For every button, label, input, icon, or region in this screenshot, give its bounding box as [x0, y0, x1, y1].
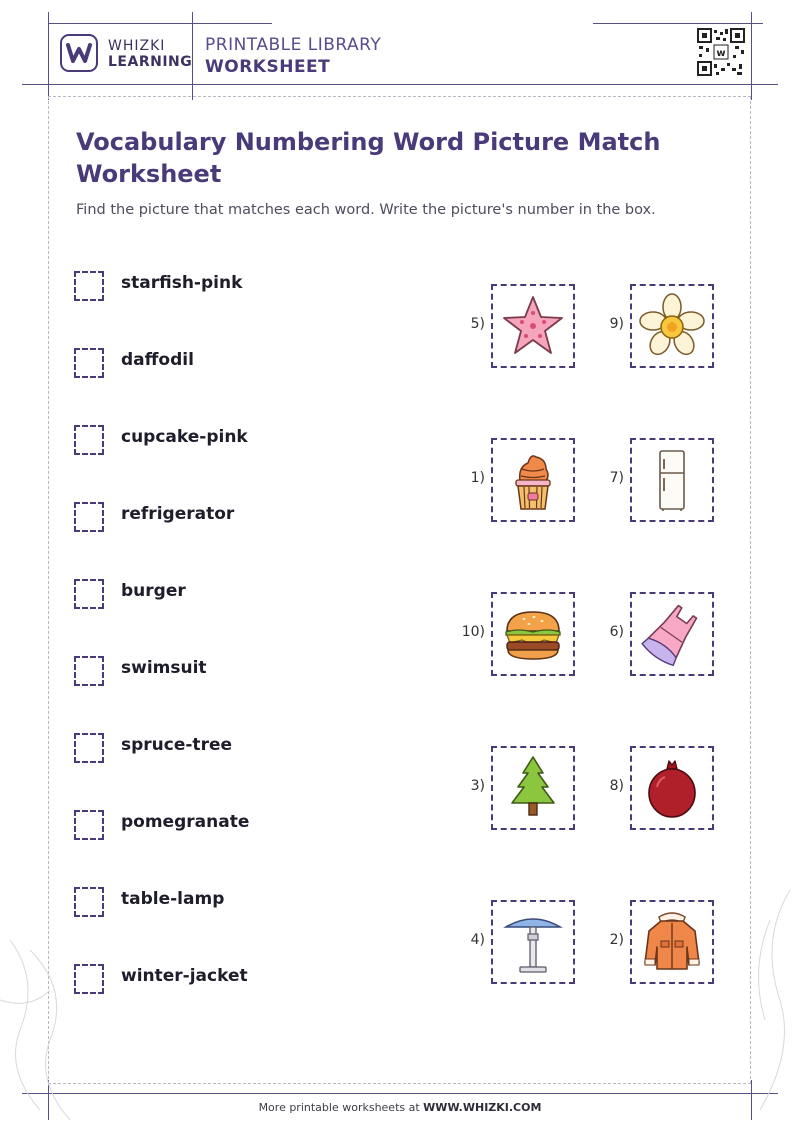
word-label: daffodil — [121, 350, 194, 370]
word-row — [74, 733, 334, 765]
picture-card — [609, 746, 714, 830]
footer-left-rule — [48, 1080, 49, 1120]
picture-number: 5) — [470, 316, 485, 332]
header-right-rule — [751, 12, 752, 100]
brand-subname: LEARNING — [108, 54, 193, 70]
answer-box[interactable] — [74, 733, 104, 763]
picture-card — [609, 284, 714, 368]
footer-top-rule — [22, 1093, 778, 1094]
header-worksheet-label: WORKSHEET — [205, 57, 331, 77]
burger-icon — [498, 599, 568, 669]
picture-frame — [630, 900, 714, 984]
swimsuit-icon — [637, 599, 707, 669]
picture-frame — [491, 592, 575, 676]
picture-card — [470, 900, 575, 984]
word-row — [74, 425, 334, 457]
word-label: burger — [121, 581, 186, 601]
picture-number: 2) — [609, 932, 624, 948]
refrigerator-icon — [637, 445, 707, 515]
picture-frame — [491, 900, 575, 984]
answer-box[interactable] — [74, 271, 104, 301]
word-label: winter-jacket — [121, 966, 248, 986]
picture-number: 7) — [609, 470, 624, 486]
picture-frame — [630, 284, 714, 368]
picture-card — [609, 900, 714, 984]
word-label: table-lamp — [121, 889, 225, 909]
picture-number: 6) — [609, 624, 624, 640]
picture-card — [470, 284, 575, 368]
word-row — [74, 656, 334, 688]
daffodil-icon — [637, 291, 707, 361]
picture-number: 9) — [609, 316, 624, 332]
header-left-rule — [48, 12, 49, 100]
picture-number: 3) — [470, 778, 485, 794]
picture-frame — [491, 438, 575, 522]
header-library-label: PRINTABLE LIBRARY — [205, 35, 382, 55]
instructions: Find the picture that matches each word. Write the picture's number in the box. — [76, 202, 656, 218]
header-bottom-rule — [22, 84, 778, 85]
qr-code-icon — [697, 28, 745, 76]
picture-card — [609, 592, 714, 676]
answer-box[interactable] — [74, 887, 104, 917]
cupcake-icon — [498, 445, 568, 515]
header-top-rule — [48, 23, 272, 24]
brand-name: WHIZKI — [108, 38, 166, 54]
picture-card — [461, 592, 575, 676]
word-label: pomegranate — [121, 812, 250, 832]
picture-frame — [630, 592, 714, 676]
answer-box[interactable] — [74, 964, 104, 994]
word-label: refrigerator — [121, 504, 235, 524]
word-row — [74, 964, 334, 996]
winter-jacket-icon — [637, 907, 707, 977]
page-title: Vocabulary Numbering Word Picture Match Worksheet — [76, 128, 661, 188]
footer-text: More printable worksheets at — [258, 1101, 424, 1114]
picture-card — [609, 438, 714, 522]
word-row — [74, 271, 334, 303]
answer-box[interactable] — [74, 348, 104, 378]
spruce-tree-icon — [498, 753, 568, 823]
header-top-rule-right — [593, 23, 763, 24]
picture-number: 8) — [609, 778, 624, 794]
word-row — [74, 579, 334, 611]
w-logo-icon — [60, 34, 98, 72]
picture-frame — [491, 746, 575, 830]
answer-box[interactable] — [74, 810, 104, 840]
starfish-icon — [498, 291, 568, 361]
picture-frame — [630, 746, 714, 830]
table-lamp-icon — [498, 907, 568, 977]
word-label: cupcake-pink — [121, 427, 248, 447]
picture-number: 10) — [461, 624, 485, 640]
answer-box[interactable] — [74, 656, 104, 686]
word-row — [74, 348, 334, 380]
footer-link[interactable]: WWW.WHIZKI.COM — [423, 1101, 542, 1114]
word-label: spruce-tree — [121, 735, 233, 755]
picture-frame — [630, 438, 714, 522]
answer-box[interactable] — [74, 502, 104, 532]
word-row — [74, 887, 334, 919]
footer — [0, 1101, 800, 1114]
picture-number: 4) — [470, 932, 485, 948]
word-row — [74, 810, 334, 842]
picture-number: 1) — [470, 470, 485, 486]
word-label: starfish-pink — [121, 273, 243, 293]
footer-right-rule — [751, 1080, 752, 1120]
answer-box[interactable] — [74, 425, 104, 455]
picture-card — [470, 746, 575, 830]
word-row — [74, 502, 334, 534]
word-label: swimsuit — [121, 658, 207, 678]
pomegranate-icon — [637, 753, 707, 823]
picture-frame — [491, 284, 575, 368]
picture-card — [470, 438, 575, 522]
svg-text:w: w — [716, 48, 726, 59]
answer-box[interactable] — [74, 579, 104, 609]
